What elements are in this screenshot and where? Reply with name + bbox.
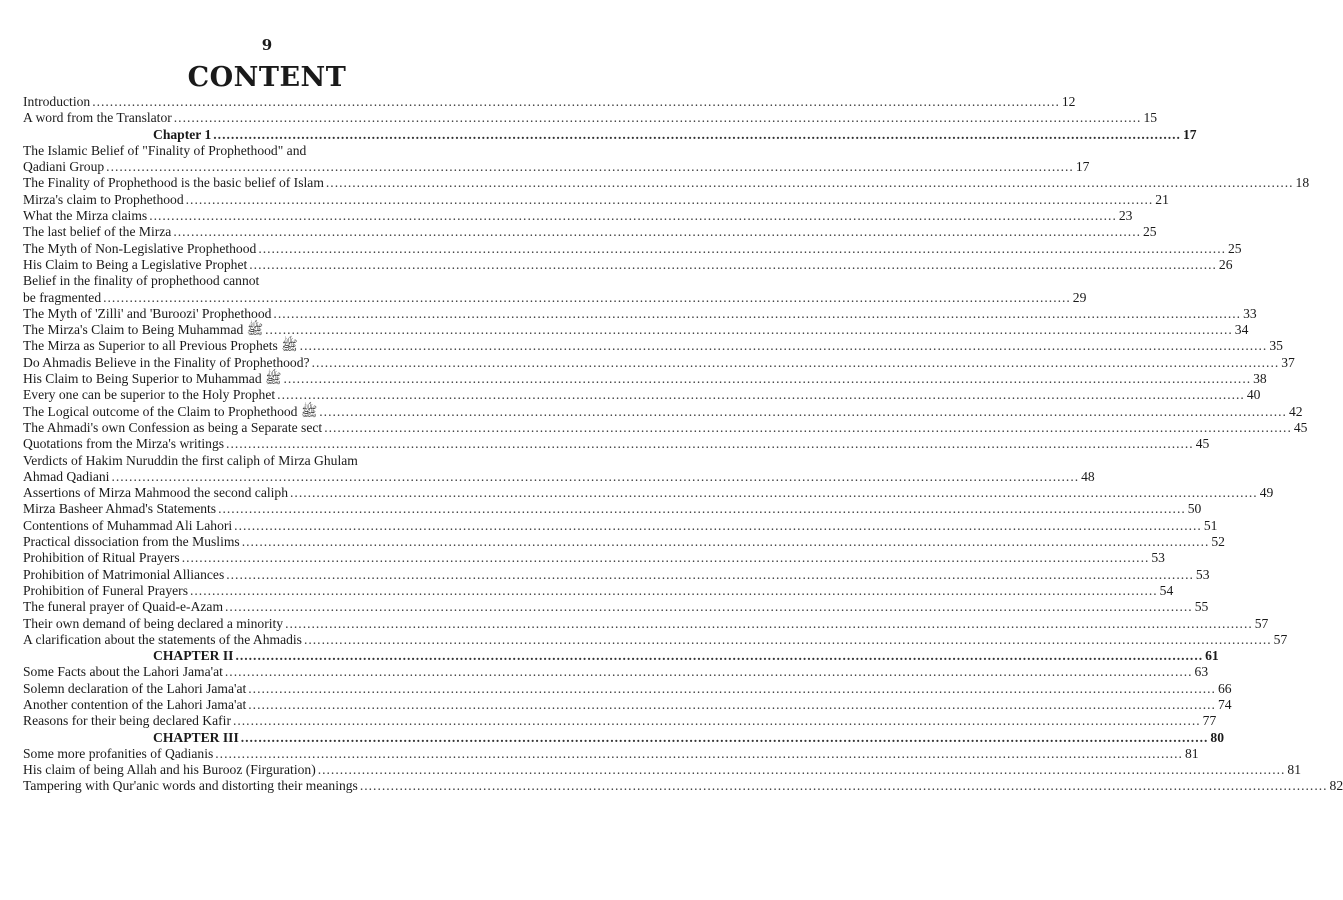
toc-entry (23, 436, 1210, 452)
toc-entry (23, 305, 1257, 322)
toc-entry-first-line: Belief in the finality of prophethood cannot (23, 273, 260, 289)
toc-page-number: 25 (1143, 224, 1157, 240)
toc-page-number: 45 (1195, 436, 1210, 452)
toc-entry (23, 599, 1209, 615)
dot-leader: ............................................................................................................................................................................................................................ (240, 729, 1209, 745)
dot-leader: ............................................................................................................................................................................................................................ (277, 387, 1245, 403)
toc-entry (23, 354, 1295, 371)
toc-page-number: 12 (1061, 94, 1076, 109)
dot-leader: ............................................................................................................................................................................................................................ (317, 762, 1286, 778)
dot-leader: ............................................................................................................................................................................................................................ (111, 468, 1080, 484)
toc-entry-title: His claim of being Allah and his Burooz (Firguration) (23, 762, 316, 778)
dot-leader: ............................................................................................................................................................................................................................ (173, 110, 1142, 126)
dot-leader: ............................................................................................................................................................................................................................ (265, 322, 1233, 338)
toc-entry-first-line: Verdicts of Hakim Nuruddin the first caliph of Mirza Ghulam (23, 452, 358, 468)
dot-leader: ............................................................................................................................................................................................................................ (226, 566, 1194, 582)
toc-entry-title: Assertions of Mirza Mahmood the second caliph (23, 485, 289, 501)
dot-leader: ............................................................................................................................................................................................................................ (299, 338, 1268, 354)
dot-leader: ............................................................................................................................................................................................................................ (103, 289, 1071, 305)
toc-entry-title: Every one can be superior to the Holy Prophet (23, 387, 276, 403)
dot-leader: ............................................................................................................................................................................................................................ (181, 550, 1150, 566)
toc-entry (23, 680, 1232, 697)
toc-entry (23, 468, 1095, 485)
toc-entry-title: The Mirza's Claim to Being Muhammad ﷺ (23, 322, 264, 338)
toc-page-number: 25 (1227, 240, 1242, 256)
toc-entry (23, 566, 1210, 583)
toc-entry (23, 175, 1310, 191)
toc-entry-title: Solemn declaration of the Lahori Jama'at (23, 680, 247, 696)
toc-entry-title: Qadiani Group (23, 159, 105, 175)
dot-leader: ............................................................................................................................................................................................................................ (241, 534, 1210, 550)
dot-leader: ............................................................................................................................................................................................................................ (185, 191, 1154, 207)
toc-page-number: 61 (1205, 648, 1219, 664)
dot-leader: ............................................................................................................................................................................................................................ (258, 240, 1226, 256)
toc-page-number: 37 (1281, 354, 1295, 370)
toc-entry-title: CHAPTER III (153, 729, 239, 745)
toc-entry (23, 745, 1199, 762)
toc-page-number: 33 (1243, 305, 1257, 321)
toc-entry-title: Prohibition of Ritual Prayers (23, 550, 180, 566)
toc-entry (23, 224, 1157, 240)
dot-leader: ............................................................................................................................................................................................................................ (234, 517, 1202, 533)
toc-entry-title: Some more profanities of Qadianis (23, 745, 214, 761)
toc-entry (23, 713, 1217, 729)
dot-leader: ............................................................................................................................................................................................................................ (224, 664, 1193, 680)
dot-leader: ............................................................................................................................................................................................................................ (92, 94, 1060, 109)
dot-leader: ............................................................................................................................................................................................................................ (213, 126, 1181, 142)
toc-entry (23, 289, 1087, 306)
toc-entry-title: The Myth of 'Zilli' and 'Buroozi' Prophethood (23, 305, 272, 321)
toc-chapter-heading (23, 648, 1219, 664)
toc-entry-title: Reasons for their being declared Kafir (23, 713, 231, 729)
toc-page-number: 50 (1187, 501, 1202, 517)
page-number: 9 (261, 36, 273, 54)
toc-entry (23, 240, 1242, 257)
toc-entry-title: Practical dissociation from the Muslims (23, 534, 240, 550)
toc-page-number: 23 (1118, 208, 1133, 224)
toc-entry-title: Prohibition of Matrimonial Alliances (23, 566, 225, 582)
toc-page-number: 66 (1217, 680, 1232, 696)
toc-entry (23, 517, 1218, 534)
toc-entry-title: The Logical outcome of the Claim to Prophethood ﷺ (23, 403, 318, 419)
toc-entry-title: Contentions of Muhammad Ali Lahori (23, 517, 233, 533)
toc-entry-first-line: The Islamic Belief of "Finality of Prophethood" and (23, 142, 307, 158)
toc-entry (23, 322, 1249, 338)
toc-page-number: 17 (1182, 126, 1197, 142)
toc-page-number: 52 (1211, 534, 1225, 550)
toc-entry-title: Tampering with Qur'anic words and distorting their meanings (23, 778, 358, 794)
toc-entry (23, 403, 1303, 420)
dot-leader: ............................................................................................................................................................................................................................ (215, 745, 1183, 761)
toc-entry-title: A clarification about the statements of the Ahmadis (23, 631, 302, 647)
dot-leader: ............................................................................................................................................................................................................................ (190, 582, 1158, 598)
toc-entry (23, 664, 1209, 680)
toc-entry (23, 256, 1233, 273)
toc-page-number: 17 (1075, 159, 1090, 175)
dot-leader: ............................................................................................................................................................................................................................ (173, 224, 1141, 240)
dot-leader: ............................................................................................................................................................................................................................ (218, 501, 1186, 517)
toc-entry-title: The last belief of the Mirza (23, 224, 172, 240)
toc-page-number: 63 (1194, 664, 1209, 680)
toc-entry-title: Do Ahmadis Believe in the Finality of Prophethood? (23, 354, 310, 370)
toc-entry (23, 501, 1202, 517)
toc-page-number: 81 (1184, 745, 1199, 761)
toc-page-number: 21 (1155, 191, 1169, 207)
toc-page-number: 48 (1081, 468, 1095, 484)
toc-entry (23, 762, 1301, 778)
dot-leader: ............................................................................................................................................................................................................................ (225, 599, 1193, 615)
toc-entry (23, 534, 1225, 550)
dot-leader: ............................................................................................................................................................................................................................ (319, 403, 1287, 419)
toc-entry-title: Prohibition of Funeral Prayers (23, 582, 188, 598)
toc-chapter-heading (23, 729, 1224, 746)
toc-entry-title: Introduction (23, 94, 91, 109)
dot-leader: ............................................................................................................................................................................................................................ (303, 631, 1272, 647)
toc-page-number: 54 (1159, 582, 1174, 598)
toc-page-number: 57 (1254, 615, 1269, 631)
dot-leader: ............................................................................................................................................................................................................................ (324, 419, 1292, 435)
toc-page-number: 82 (1329, 778, 1343, 794)
toc-entry-title: Ahmad Qadiani (23, 468, 110, 484)
toc-entry-title: His Claim to Being a Legislative Prophet (23, 256, 248, 272)
toc-entry-title: A word from the Translator (23, 110, 172, 126)
toc-page-number: 74 (1217, 696, 1232, 712)
toc-entry (23, 110, 1158, 126)
dot-leader: ............................................................................................................................................................................................................................ (359, 778, 1328, 794)
toc-entry (23, 485, 1274, 501)
toc-page-number: 35 (1269, 338, 1283, 354)
dot-leader: ............................................................................................................................................................................................................................ (325, 175, 1294, 191)
dot-leader: ............................................................................................................................................................................................................................ (232, 713, 1201, 729)
toc-page-number: 81 (1287, 762, 1301, 778)
toc-entry-title: CHAPTER II (153, 648, 234, 664)
toc-entry (23, 631, 1288, 648)
toc-entry-title: Mirza's claim to Prophethood (23, 191, 184, 207)
dot-leader: ............................................................................................................................................................................................................................ (226, 436, 1194, 452)
toc-entry (23, 419, 1308, 436)
toc-chapter-heading (23, 126, 1197, 143)
toc-page-number: 40 (1246, 387, 1261, 403)
toc-entry-title: What the Mirza claims (23, 208, 148, 224)
toc-page-number: 51 (1203, 517, 1218, 533)
toc-page-number: 77 (1202, 713, 1217, 729)
toc-page-number: 53 (1195, 566, 1210, 582)
toc-entry-title: Their own demand of being declared a minority (23, 615, 284, 631)
toc-page-number: 26 (1218, 256, 1233, 272)
toc-entry-title: The Myth of Non-Legislative Prophethood (23, 240, 257, 256)
table-of-contents (23, 94, 1343, 795)
toc-entry (23, 94, 1076, 110)
dot-leader: ............................................................................................................................................................................................................................ (290, 485, 1258, 501)
toc-entry (23, 191, 1169, 208)
toc-entry (23, 582, 1174, 599)
toc-page-number: 49 (1259, 485, 1274, 501)
toc-page-number: 15 (1143, 110, 1158, 126)
toc-entry-title: Quotations from the Mirza's writings (23, 436, 225, 452)
toc-entry-title: Mirza Basheer Ahmad's Statements (23, 501, 217, 517)
toc-page-number: 57 (1273, 631, 1288, 647)
dot-leader: ............................................................................................................................................................................................................................ (273, 305, 1242, 321)
toc-entry-title: The Mirza as Superior to all Previous Prophets ﷺ (23, 338, 298, 354)
toc-entry (23, 371, 1267, 387)
dot-leader: ............................................................................................................................................................................................................................ (248, 696, 1216, 712)
dot-leader: ............................................................................................................................................................................................................................ (248, 680, 1216, 696)
toc-page-number: 38 (1253, 371, 1267, 387)
toc-entry-title: The Ahmadi's own Confession as being a Separate sect (23, 419, 323, 435)
toc-page-number: 45 (1293, 419, 1308, 435)
toc-entry-title: be fragmented (23, 289, 102, 305)
toc-entry-title: His Claim to Being Superior to Muhammad ﷺ (23, 371, 282, 387)
dot-leader: ............................................................................................................................................................................................................................ (235, 648, 1204, 664)
toc-entry (23, 696, 1232, 713)
toc-entry (23, 338, 1283, 354)
dot-leader: ............................................................................................................................................................................................................................ (149, 208, 1117, 224)
dot-leader: ............................................................................................................................................................................................................................ (249, 256, 1217, 272)
toc-page-number: 29 (1072, 289, 1087, 305)
toc-page-number: 55 (1194, 599, 1209, 615)
toc-entry (23, 778, 1343, 794)
toc-entry-title: Chapter 1 (153, 126, 212, 142)
dot-leader: ............................................................................................................................................................................................................................ (106, 159, 1074, 175)
toc-entry (23, 615, 1269, 632)
contents-title: CONTENT (187, 62, 347, 93)
toc-entry-title: Another contention of the Lahori Jama'at (23, 696, 247, 712)
toc-page-number: 34 (1234, 322, 1249, 338)
dot-leader: ............................................................................................................................................................................................................................ (311, 354, 1280, 370)
toc-page-number: 18 (1295, 175, 1310, 191)
toc-entry-title: The Finality of Prophethood is the basic belief of Islam (23, 175, 324, 191)
dot-leader: ............................................................................................................................................................................................................................ (285, 615, 1253, 631)
toc-entry (23, 208, 1133, 224)
toc-entry-title: The funeral prayer of Quaid-e-Azam (23, 599, 224, 615)
toc-entry (23, 550, 1165, 566)
toc-page-number: 42 (1288, 403, 1303, 419)
toc-page-number: 80 (1210, 729, 1224, 745)
toc-page-number: 53 (1151, 550, 1165, 566)
toc-entry-title: Some Facts about the Lahori Jama'at (23, 664, 223, 680)
dot-leader: ............................................................................................................................................................................................................................ (283, 371, 1252, 387)
toc-entry (23, 387, 1261, 403)
toc-entry (23, 159, 1090, 175)
